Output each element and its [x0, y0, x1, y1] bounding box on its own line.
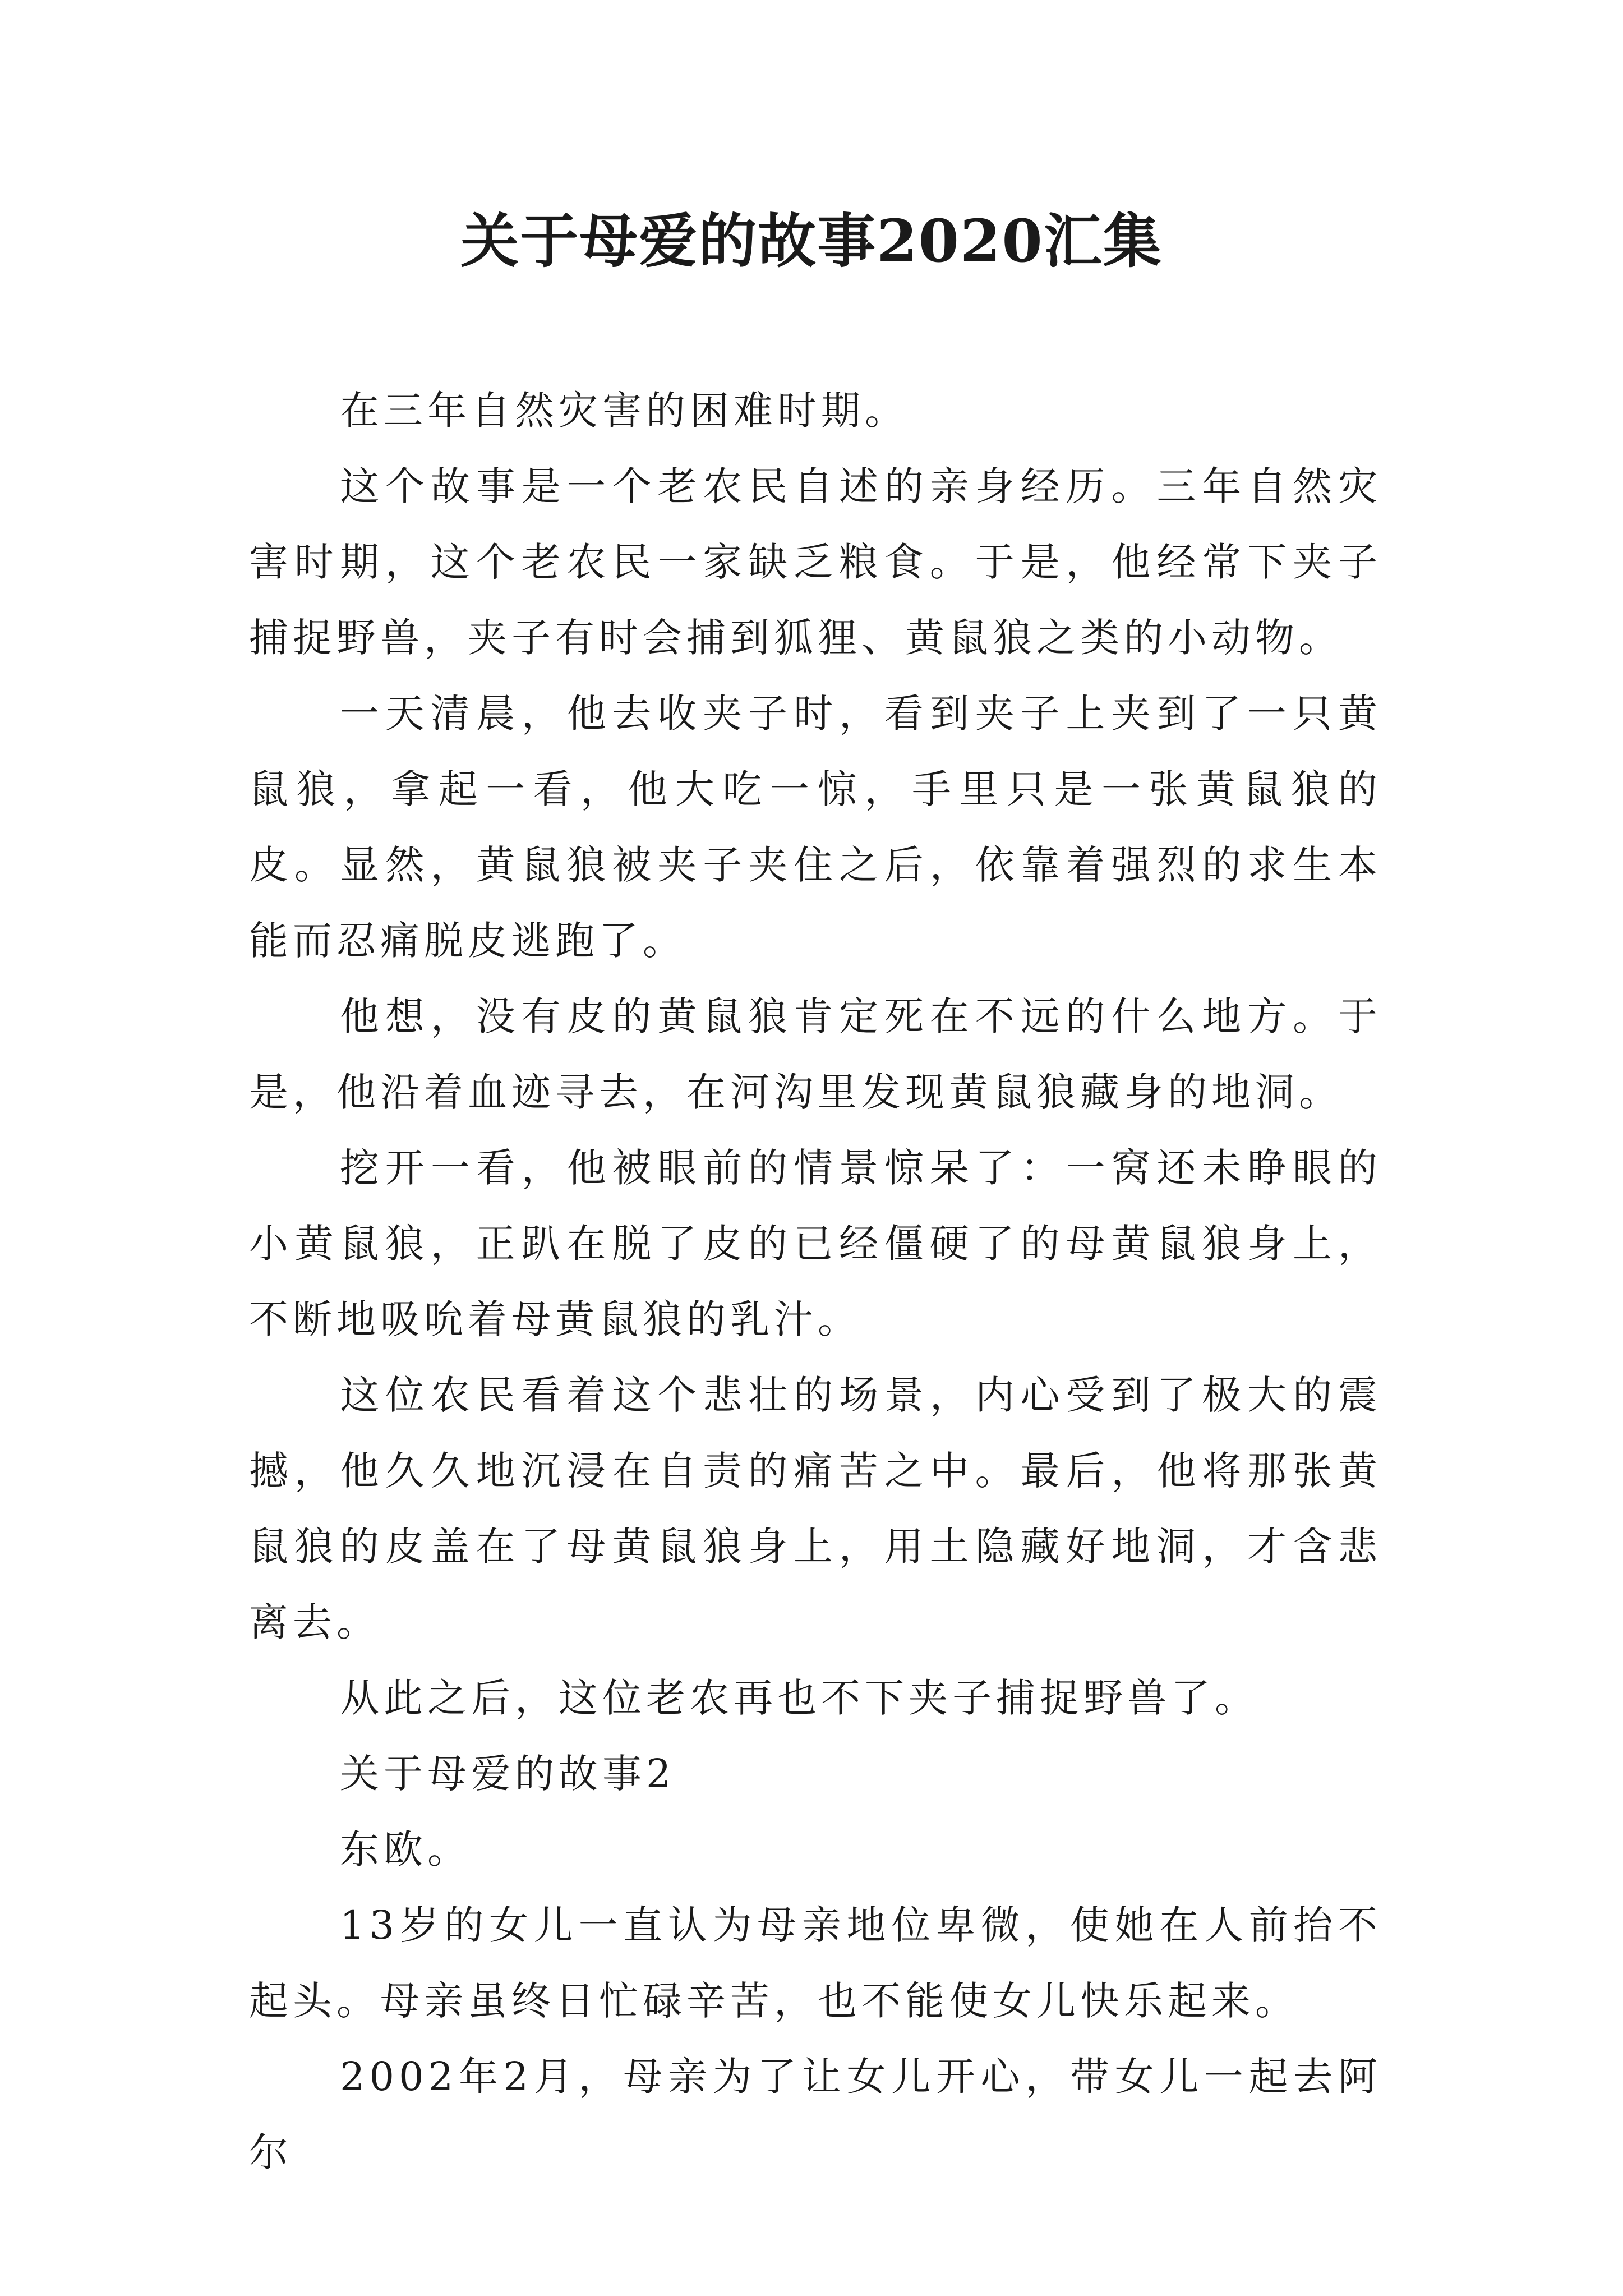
paragraph: 13岁的女儿一直认为母亲地位卑微，使她在人前抬不起头。母亲虽终日忙碌辛苦，也不能使女儿快乐起来。 [249, 1902, 1382, 2024]
paragraph: 这位农民看着这个悲壮的场景，内心受到了极大的震撼，他久久地沉浸在自责的痛苦之中。最后，他将那张黄鼠狼的皮盖在了母黄鼠狼身上，用土隐藏好地洞，才含悲离去。 [249, 1372, 1382, 1645]
paragraph: 这个故事是一个老农民自述的亲身经历。三年自然灾害时期，这个老农民一家缺乏粮食。于是，他经常下夹子捕捉野兽，夹子有时会捕到狐狸、黄鼠狼之类的小动物。 [249, 463, 1382, 661]
paragraph: 从此之后，这位老农再也不下夹子捕捉野兽了。 [340, 1675, 1258, 1721]
paragraph: 他想，没有皮的黄鼠狼肯定死在不远的什么地方。于是，他沿着血迹寻去，在河沟里发现黄鼠狼藏身的地洞。 [249, 993, 1382, 1115]
paragraph: 挖开一看，他被眼前的情景惊呆了：一窝还未睁眼的小黄鼠狼，正趴在脱了皮的已经僵硬了的母黄鼠狼身上，不断地吸吮着母黄鼠狼的乳汁。 [249, 1145, 1382, 1342]
document-title: 关于母爱的故事2020汇集 [460, 206, 1163, 275]
paragraph: 一天清晨，他去收夹子时，看到夹子上夹到了一只黄鼠狼，拿起一看，他大吃一惊，手里只是一张黄鼠狼的皮。显然，黄鼠狼被夹子夹住之后，依靠着强烈的求生本能而忍痛脱皮逃跑了。 [249, 691, 1382, 964]
paragraph: 2002年2月，母亲为了让女儿开心，带女儿一起去阿尔 [249, 2054, 1382, 2175]
paragraph: 东欧。 [340, 1826, 471, 1872]
paragraph: 在三年自然灾害的困难时期。 [340, 388, 909, 434]
section-heading: 关于母爱的故事2 [340, 1751, 676, 1797]
document-body [249, 373, 1382, 2191]
